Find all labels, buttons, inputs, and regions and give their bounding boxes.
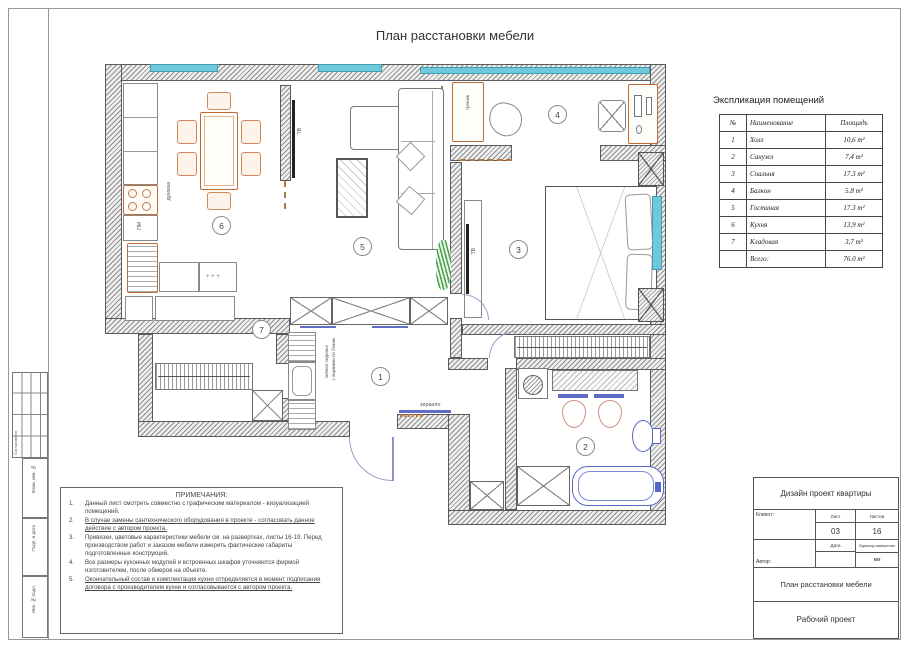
notes-heading: ПРИМЕЧАНИЯ: bbox=[175, 492, 228, 499]
table-row bbox=[720, 166, 883, 183]
kitchen-counter-column bbox=[123, 83, 158, 185]
note-item bbox=[61, 559, 342, 575]
frame-left-line bbox=[48, 8, 49, 640]
kitchen-counter-b bbox=[199, 262, 237, 292]
bathtub bbox=[572, 466, 664, 506]
wall-bedroom-bottom bbox=[462, 324, 666, 335]
note-item bbox=[61, 534, 342, 558]
burner-icon bbox=[128, 189, 137, 198]
storage-cabinet bbox=[252, 390, 283, 421]
room-marker-hall: 1 bbox=[371, 367, 390, 386]
author-label: Автор: bbox=[756, 559, 772, 565]
stamp-cell-podp bbox=[22, 518, 48, 576]
room-area: 13,9 m² bbox=[826, 217, 883, 234]
nightstand bbox=[638, 152, 664, 186]
washer-drum-icon bbox=[523, 375, 543, 395]
stamp-cell-vzam-label: Взам. инв. № bbox=[31, 465, 36, 494]
rail-bar bbox=[517, 347, 647, 348]
note-item bbox=[61, 517, 342, 533]
room-area: 5.8 m² bbox=[826, 183, 883, 200]
wall-left bbox=[105, 64, 122, 334]
wall-bath-left bbox=[505, 368, 517, 510]
room-name: Кухня bbox=[747, 217, 826, 234]
bed-pillow bbox=[625, 193, 654, 250]
dining-chair bbox=[177, 120, 197, 144]
note-number: 1. bbox=[69, 500, 75, 507]
sheets-total: 16 bbox=[872, 526, 882, 536]
monitor-icon bbox=[634, 95, 642, 117]
approved-label: Согласовано bbox=[13, 430, 18, 455]
wall-storage-bottom bbox=[138, 421, 350, 437]
date-label: Дата bbox=[816, 540, 855, 552]
room-marker-bedroom: 3 bbox=[509, 240, 528, 259]
col-header-name: Наименование bbox=[747, 115, 826, 132]
table-row bbox=[720, 149, 883, 166]
toilet-tank bbox=[652, 428, 661, 444]
sofa-back-line bbox=[432, 91, 433, 249]
closet-clothes-rail bbox=[514, 336, 650, 358]
table-row bbox=[720, 234, 883, 251]
room-num: 3 bbox=[720, 166, 747, 183]
wardrobe-track bbox=[300, 326, 336, 328]
bench-cushion bbox=[292, 366, 312, 396]
hall-wardrobe bbox=[410, 297, 448, 325]
note-item bbox=[61, 500, 342, 516]
stamp-cell-inv bbox=[22, 576, 48, 638]
room-area: 3,7 m² bbox=[826, 234, 883, 251]
wall-bedroom-left-b bbox=[450, 318, 462, 358]
client-label: Клиент: bbox=[756, 512, 774, 518]
room-name: Спальня bbox=[747, 166, 826, 183]
table-row bbox=[720, 132, 883, 149]
total-empty bbox=[720, 251, 747, 268]
room-num: 1 bbox=[720, 132, 747, 149]
monitor-icon bbox=[646, 97, 652, 115]
note-number: 4. bbox=[69, 559, 75, 567]
dining-chair bbox=[207, 92, 231, 110]
room-marker-living: 5 bbox=[353, 237, 372, 256]
fridge bbox=[127, 243, 158, 293]
note-text: Все размеры кухонных модулей и встроенных шкафов уточняются фирмой изготовителем, после обмеров на объекте. bbox=[85, 559, 300, 575]
room-name: Гостиная bbox=[747, 200, 826, 217]
room-marker-balcony: 4 bbox=[548, 105, 567, 124]
page-title: План расстановки мебели bbox=[375, 28, 535, 43]
room-area: 10,6 m² bbox=[826, 132, 883, 149]
units-label: Единица измерения bbox=[856, 540, 898, 553]
table-row bbox=[720, 200, 883, 217]
trainer-cabinet bbox=[452, 82, 484, 142]
kitchen-counter-divider1 bbox=[123, 117, 158, 118]
chaise-lounge bbox=[350, 106, 402, 150]
rail-bar bbox=[158, 376, 250, 377]
dishwasher bbox=[123, 215, 158, 241]
table-total-row bbox=[720, 251, 883, 268]
coffee-table bbox=[336, 158, 368, 218]
room-name: Санузел bbox=[747, 149, 826, 166]
stove bbox=[123, 185, 158, 215]
wardrobe-track bbox=[372, 326, 408, 328]
bath-mirror bbox=[594, 394, 624, 398]
stamp-cell-podp-label: Подп. и дата bbox=[31, 525, 36, 552]
kitchen-counter-divider2 bbox=[123, 151, 158, 152]
sheet-label: Лист bbox=[816, 510, 855, 523]
drawing-title: План расстановки мебели bbox=[754, 568, 898, 602]
author-cell bbox=[754, 540, 816, 567]
table-header-row bbox=[720, 115, 883, 132]
note-number: 2. bbox=[69, 517, 75, 525]
hall-wardrobe bbox=[290, 297, 332, 325]
mirror-dash-strip bbox=[400, 414, 424, 417]
burner-icon bbox=[142, 189, 151, 198]
room-num: 5 bbox=[720, 200, 747, 217]
dining-chair bbox=[207, 192, 231, 210]
room-num: 4 bbox=[720, 183, 747, 200]
sofa-seat-line bbox=[401, 141, 435, 142]
dining-table bbox=[200, 112, 238, 190]
total-label: Всего: bbox=[747, 251, 826, 268]
bench-seat bbox=[288, 362, 316, 400]
sofa bbox=[398, 88, 444, 250]
room-marker-kitchen: 6 bbox=[212, 216, 231, 235]
tv-living-label: ТВ bbox=[297, 128, 303, 135]
note-text: В случае замены сантехнического оборудования в проекте - согласовать данное действие с автором проекта. bbox=[85, 517, 315, 533]
room-num: 2 bbox=[720, 149, 747, 166]
note-number: 3. bbox=[69, 534, 75, 542]
room-num: 6 bbox=[720, 217, 747, 234]
notes-box bbox=[60, 487, 343, 634]
project-title: Дизайн проект квартиры bbox=[754, 478, 898, 510]
dining-chair bbox=[241, 120, 261, 144]
room-area: 17.3 m² bbox=[826, 166, 883, 183]
dining-table-inner bbox=[204, 116, 234, 186]
note-text: Окончательный состав и комплектация кухни отпределяется в момент подписания договора с производителем кухни и согласовывается с автором проекта. bbox=[85, 576, 321, 592]
oven-label: духовка bbox=[166, 182, 172, 201]
room-area: 7,4 m² bbox=[826, 149, 883, 166]
burner-icon bbox=[142, 202, 151, 211]
wall-bottom bbox=[448, 510, 666, 525]
title-block bbox=[753, 477, 899, 639]
note-number: 5. bbox=[69, 576, 75, 584]
units-value: мм bbox=[873, 557, 881, 563]
room-num: 7 bbox=[720, 234, 747, 251]
mirror-label: зеркало bbox=[420, 402, 441, 408]
toilet-bowl bbox=[632, 420, 654, 452]
entry-door-leaf bbox=[392, 437, 394, 481]
bench-drawer-bottom bbox=[288, 400, 316, 430]
kitchen-window bbox=[150, 64, 218, 72]
room-marker-storage: 7 bbox=[252, 320, 271, 339]
explication-table bbox=[719, 114, 883, 268]
kitchen-counter-a bbox=[159, 262, 199, 292]
total-area: 76.0 m² bbox=[826, 251, 883, 268]
col-header-num: № bbox=[720, 115, 747, 132]
stamp-cell-vzam bbox=[22, 458, 48, 518]
nightstand bbox=[638, 288, 664, 322]
col-header-area: Площадь bbox=[826, 115, 883, 132]
washing-machine bbox=[518, 368, 548, 399]
table-row bbox=[720, 217, 883, 234]
bedroom-window bbox=[652, 196, 662, 270]
dining-chair bbox=[177, 152, 197, 176]
room-marker-bath: 2 bbox=[576, 437, 595, 456]
tv-bedroom bbox=[466, 224, 469, 294]
bathtub-inner bbox=[578, 471, 654, 501]
hall-cabinet bbox=[470, 481, 504, 510]
note-text: Привязки, цветовые характеристики мебели см. на развертках, листы 16-19. Перед производством работ и заказом мебели измерить фактические габариты подготовленных конструкций. bbox=[85, 534, 322, 558]
wall-entry-right bbox=[448, 414, 470, 525]
room-area: 17.3 m² bbox=[826, 200, 883, 217]
dining-chair bbox=[241, 152, 261, 176]
hall-wardrobe bbox=[332, 297, 410, 325]
bath-vanity bbox=[552, 370, 638, 391]
note-item bbox=[61, 576, 342, 592]
bathroom-cabinet bbox=[517, 466, 570, 506]
wall-kitchen-living-divider bbox=[280, 85, 291, 181]
bath-mirror bbox=[558, 394, 588, 398]
plus-marks: + + + bbox=[206, 274, 220, 280]
sheet-number: 03 bbox=[831, 526, 840, 536]
note-text: Данный лист смотреть совместно с графическим материалом - визуализацией помещений. bbox=[85, 500, 309, 516]
kitchen-low-cell-b bbox=[155, 296, 235, 321]
tv-bedroom-label: ТВ bbox=[471, 248, 477, 255]
room-name: Холл bbox=[747, 132, 826, 149]
room-name: Кладовая bbox=[747, 234, 826, 251]
partition-dashed-balcony bbox=[460, 159, 512, 161]
wall-hall-bath-a bbox=[448, 358, 488, 370]
wall-bedroom-left-a bbox=[450, 162, 462, 294]
balcony-glazing bbox=[420, 67, 650, 74]
burner-icon bbox=[128, 202, 137, 211]
room-name: Балкон bbox=[747, 183, 826, 200]
hall-mirror bbox=[399, 410, 451, 413]
date-value-empty bbox=[816, 552, 855, 567]
stamp-cell-inv-label: Инв. № подл. bbox=[31, 585, 36, 614]
living-window bbox=[318, 64, 382, 72]
stage-label: Рабочий проект bbox=[796, 614, 856, 624]
bench-label-line1: мягкое сиденье bbox=[324, 345, 329, 378]
mouse-icon bbox=[636, 125, 642, 134]
tv-living bbox=[292, 100, 295, 178]
client-cell bbox=[754, 510, 816, 539]
bench-label-line2: с ящиками по бокам bbox=[331, 338, 336, 381]
storage-clothes-rail bbox=[155, 363, 253, 390]
table-row bbox=[720, 183, 883, 200]
sheets-label: Листов bbox=[856, 510, 898, 523]
trainer-label: тренаж bbox=[465, 95, 470, 111]
desk bbox=[628, 84, 658, 144]
faucet-icon bbox=[655, 482, 661, 492]
plant bbox=[436, 240, 451, 290]
kitchen-low-cell-a bbox=[125, 296, 153, 321]
desk-chair bbox=[598, 100, 626, 132]
explication-heading: Экспликация помещений bbox=[713, 95, 825, 106]
dishwasher-label: ПМ bbox=[137, 222, 143, 230]
partition-dashed-kitchen bbox=[284, 181, 286, 209]
bench-drawer-top bbox=[288, 332, 316, 362]
